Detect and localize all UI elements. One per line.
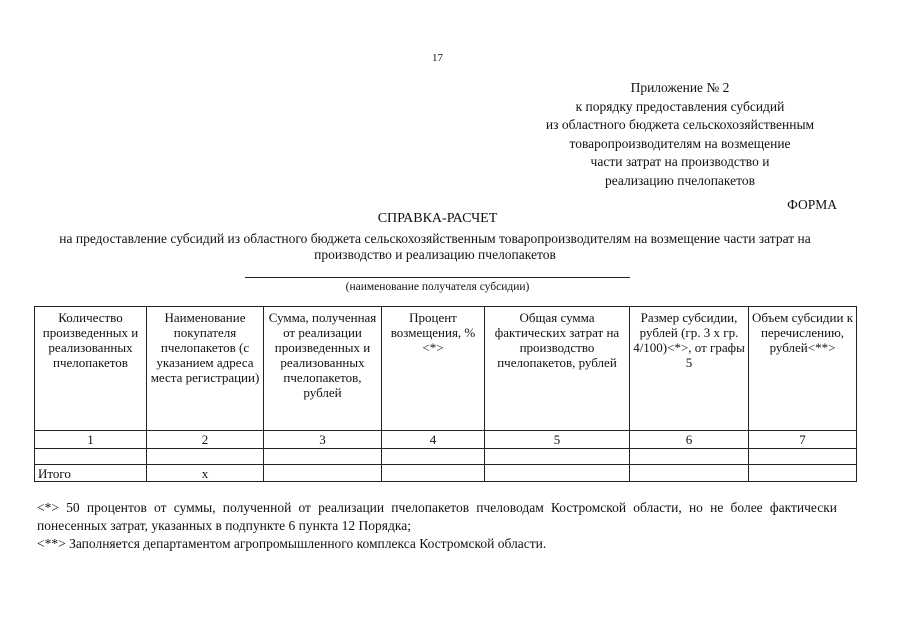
table-row xyxy=(35,449,857,465)
calculation-table xyxy=(34,306,857,482)
header-cell: Наименование покупателя пчелопакетов (с указанием адреса места регистрации) xyxy=(147,307,264,431)
header-cell: Размер субсидии, рублей (гр. 3 х гр. 4/100)<*>, от графы 5 xyxy=(630,307,749,431)
page-number: 17 xyxy=(432,52,443,64)
table-cell xyxy=(35,449,147,465)
header-cell: Количество произведенных и реализованных пчелопакетов xyxy=(35,307,147,431)
table-cell xyxy=(264,449,382,465)
table-cell xyxy=(485,449,630,465)
table-cell xyxy=(382,449,485,465)
table-cell xyxy=(485,465,630,482)
appendix-block xyxy=(495,79,865,190)
recipient-name-line xyxy=(245,277,630,278)
column-number: 3 xyxy=(264,431,382,449)
footnote: <*> 50 процентов от суммы, полученной от реализации пчелопакетов пчеловодам Костромской области, но не более фактически понесенных затрат, указанных в подпункте 6 пункта 12 Порядка; xyxy=(37,500,837,533)
document-title: СПРАВКА-РАСЧЕТ xyxy=(377,211,498,226)
document-subtitle: на предоставление субсидий из областного бюджета сельскохозяйственным товаропроизводителям на возмещение части затрат на производство и реализацию пчелопакетов xyxy=(59,231,811,262)
table-cell xyxy=(264,465,382,482)
appendix-line: Приложение № 2 xyxy=(630,80,730,95)
appendix-line: реализацию пчелопакетов xyxy=(605,172,755,188)
appendix-line: товаропроизводителям на возмещение xyxy=(569,135,791,151)
footnotes xyxy=(37,499,837,553)
total-row xyxy=(35,465,857,482)
table-cell xyxy=(749,465,857,482)
column-number: 1 xyxy=(35,431,147,449)
header-cell: Общая сумма фактических затрат на производство пчелопакетов, рублей xyxy=(485,307,630,431)
form-label: ФОРМА xyxy=(787,197,837,212)
column-number: 4 xyxy=(382,431,485,449)
table-cell xyxy=(147,449,264,465)
column-number: 6 xyxy=(630,431,749,449)
header-cell: Процент возмещения, %<*> xyxy=(382,307,485,431)
table-header-row xyxy=(35,307,857,431)
recipient-caption: (наименование получателя субсидии) xyxy=(345,281,530,293)
table-cell xyxy=(630,465,749,482)
footnote: <**> Заполняется департаментом агропромышленного комплекса Костромской области. xyxy=(37,536,547,551)
column-number-row xyxy=(35,431,857,449)
table-cell xyxy=(630,449,749,465)
appendix-line: части затрат на производство и xyxy=(590,154,770,169)
header-cell: Объем субсидии к перечислению, рублей<**> xyxy=(749,307,857,431)
column-number: 7 xyxy=(749,431,857,449)
table-cell xyxy=(749,449,857,465)
appendix-line: к порядку предоставления субсидий xyxy=(575,98,785,114)
header-cell: Сумма, полученная от реализации произведенных и реализованных пчелопакетов, рублей xyxy=(264,307,382,431)
appendix-line: из областного бюджета сельскохозяйственным xyxy=(545,117,815,132)
column-number: 5 xyxy=(485,431,630,449)
column-number: 2 xyxy=(147,431,264,449)
table-cell xyxy=(382,465,485,482)
total-label: Итого xyxy=(35,465,147,482)
total-col2: х xyxy=(147,465,264,482)
